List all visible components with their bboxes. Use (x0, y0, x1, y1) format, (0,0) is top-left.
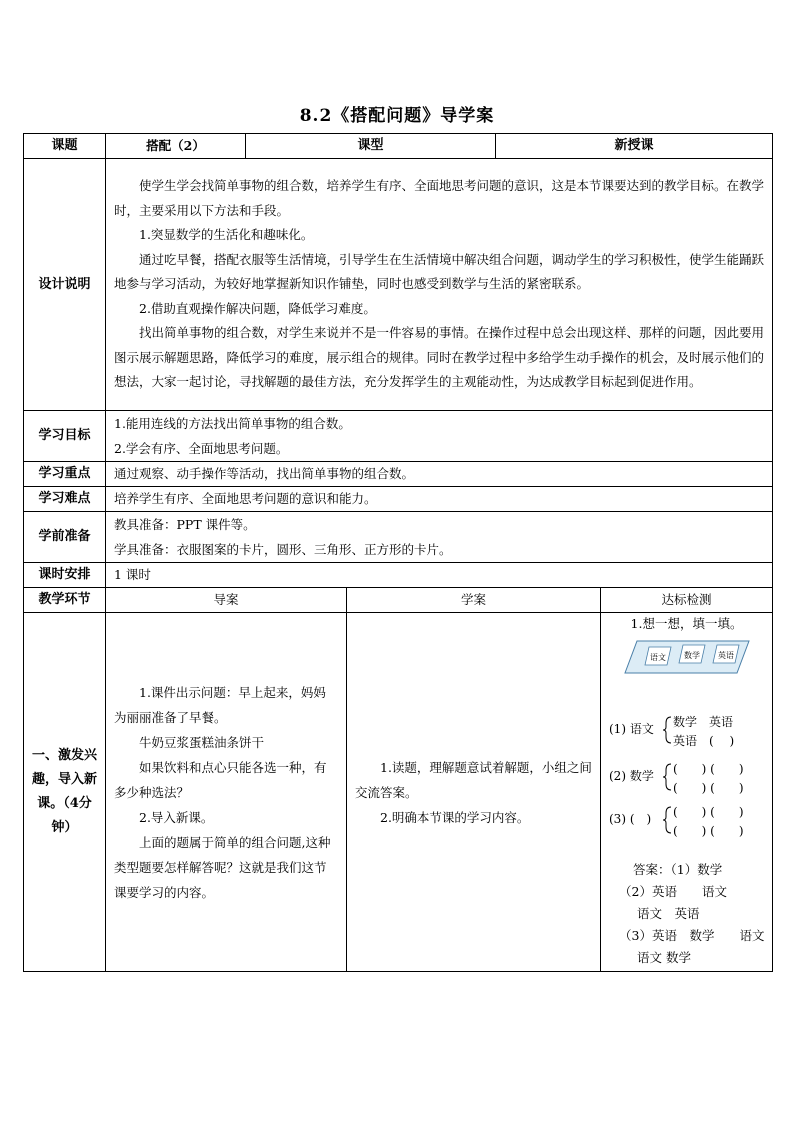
goal-item: 2.学会有序、全面地思考问题。 (114, 441, 289, 456)
goals-row (24, 411, 773, 462)
section1-row (24, 613, 773, 972)
study-paragraph: 1.读题，理解题意试着解题，小组之间交流答案。 (355, 759, 592, 800)
guide-paragraph: 牛奶豆浆蛋糕油条饼干 (139, 734, 265, 750)
guide-column-header: 导案 (106, 588, 347, 613)
guide-paragraph: 2.导入新课。 (139, 809, 214, 825)
topic-value: 搭配（2） (106, 134, 246, 159)
q1-label: (1) 语文 (609, 722, 654, 736)
guide-paragraph: 1.课件出示问题：早上起来，妈妈为丽丽准备了早餐。 (114, 684, 326, 725)
section1-stage: 一、激发兴趣，导入新课。（4分钟） (24, 613, 106, 972)
header-row (24, 134, 773, 159)
q3-blank-line: ( ) ( ) (673, 805, 744, 819)
answer-line: （2）英语 语文 (619, 884, 727, 899)
stage-column-header: 教学环节 (24, 588, 106, 613)
design-paragraph: 1.突显数学的生活化和趣味化。 (139, 227, 314, 243)
book-label: 英语 (718, 651, 735, 660)
section1-study (347, 613, 601, 972)
key-point-row (24, 462, 773, 487)
book-label: 语文 (650, 653, 667, 662)
answer-block (607, 859, 766, 969)
section1-guide (106, 613, 347, 972)
lesson-plan-table (23, 133, 773, 972)
difficulty-row (24, 487, 773, 512)
column-header-row (24, 588, 773, 613)
check-column-header: 达标检测 (601, 588, 773, 613)
key-point-text: 通过观察、动手操作等活动，找出简单事物的组合数。 (106, 462, 773, 487)
difficulty-text: 培养学生有序、全面地思考问题的意识和能力。 (106, 487, 773, 512)
prep-student: 学具准备：衣服图案的卡片，圆形、三角形、正方形的卡片。 (114, 542, 452, 557)
design-row (24, 159, 773, 411)
answer-line: 答案：（1）数学 (633, 862, 723, 877)
answer-line: 语文 数学 (637, 950, 691, 965)
design-notes (106, 159, 773, 411)
schedule-label: 课时安排 (24, 563, 106, 588)
prep-label: 学前准备 (24, 512, 106, 563)
prep-row (24, 512, 773, 563)
goal-item: 1.能用连线的方法找出简单事物的组合数。 (114, 416, 351, 431)
book-pairing-figure (609, 633, 769, 855)
prep-teacher: 教具准备：PPT 课件等。 (114, 517, 256, 532)
type-label: 课型 (246, 134, 496, 159)
brace-icon (663, 807, 671, 833)
guide-paragraph: 如果饮料和点心只能各选一种，有多少种选法？ (114, 759, 327, 800)
page-title: 8.2《搭配问题》导学案 (299, 106, 495, 126)
topic-label: 课题 (24, 134, 106, 159)
brace-icon (663, 764, 671, 790)
design-label: 设计说明 (24, 159, 106, 411)
study-paragraph: 2.明确本节课的学习内容。 (380, 809, 530, 825)
design-paragraph: 使学生学会找简单事物的组合数，培养学生有序、全面地思考问题的意识，这是本节课要达到的教学目标。在教学时，主要采用以下方法和手段。 (114, 178, 765, 218)
q2-blank-line: ( ) ( ) (673, 762, 744, 776)
design-paragraph: 通过吃早餐，搭配衣服等生活情境，引导学生在生活情境中解决组合问题，调动学生的学习积极性，使学生能踊跃地参与学习活动，为较好地掌握新知识作铺垫，同时也感受到数学与生活的紧密联系。 (114, 251, 765, 292)
study-column-header: 学案 (347, 588, 601, 613)
key-point-label: 学习重点 (24, 462, 106, 487)
type-value: 新授课 (496, 134, 773, 159)
q3-blank-line: ( ) ( ) (673, 824, 744, 838)
section1-check (601, 613, 773, 972)
q2-label: (2) 数学 (609, 769, 654, 783)
book-label: 数学 (684, 651, 701, 660)
design-paragraph: 找出简单事物的组合数，对学生来说并不是一件容易的事情。在操作过程中总会出现这样、那样的问题，因此要用图示展示解题思路，降低学习的难度，展示组合的规律。同时在教学过程中多给学生动手操作的机会，及时展示他们的想法，大家一起讨论，寻找解题的最佳方法，充分发挥学生的主观能动性，为达成教学目标起到促进作用。 (114, 325, 765, 390)
q2-blank-line: ( ) ( ) (673, 781, 744, 795)
exercise-title: 1.想一想，填一填。 (630, 616, 743, 631)
goals-label: 学习目标 (24, 411, 106, 462)
guide-paragraph: 上面的题属于简单的组合问题,这种类型题要怎样解答呢？这就是我们这节课要学习的内容。 (114, 834, 331, 900)
difficulty-label: 学习难点 (24, 487, 106, 512)
q3-label: (3) ( ) (609, 812, 652, 826)
answer-line: （3）英语 数学 语文 (619, 928, 765, 943)
schedule-text: 1 课时 (106, 563, 773, 588)
brace-icon (663, 717, 671, 743)
design-paragraph: 2.借助直观操作解决问题，降低学习难度。 (139, 300, 376, 316)
q1-option-line: 数学 英语 (673, 715, 734, 729)
schedule-row (24, 563, 773, 588)
answer-line: 语文 英语 (637, 906, 700, 921)
q1-option-line: 英语 ( ) (673, 734, 735, 748)
